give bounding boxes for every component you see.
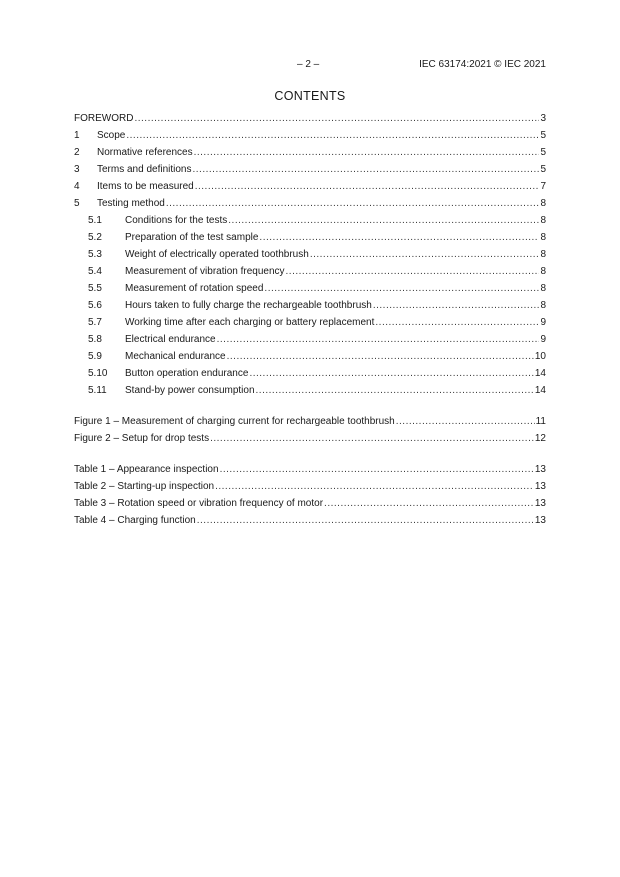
toc-entry-page: 3 (540, 113, 546, 124)
toc-entry-number: 5.6 (88, 300, 102, 311)
dot-leader (227, 348, 534, 365)
toc-entry-page: 14 (534, 385, 546, 396)
toc-entry-number: 5.4 (88, 266, 102, 277)
toc-entry-page: 5 (540, 164, 546, 175)
toc-entry-number: 5.11 (88, 385, 107, 396)
toc-entry-title: Electrical endurance (125, 334, 216, 345)
toc-entry-title: Table 2 – Starting-up inspection (74, 481, 215, 492)
toc-entry-page: 11 (535, 416, 546, 427)
toc-entry-title: Measurement of vibration frequency (125, 266, 285, 277)
dot-leader (286, 263, 540, 280)
toc-table-4[interactable] (74, 512, 546, 529)
toc-entry-page: 9 (540, 334, 546, 345)
dot-leader (249, 365, 533, 382)
toc-entry-number: 4 (74, 181, 80, 192)
toc-entry-title: Terms and definitions (97, 164, 192, 175)
toc-entry-page: 8 (540, 249, 546, 260)
dot-leader (210, 430, 534, 447)
dot-leader (396, 413, 535, 430)
toc-entry-5-11[interactable] (74, 382, 546, 399)
toc-table-2[interactable] (74, 478, 546, 495)
toc-entry-5-4[interactable] (74, 263, 546, 280)
dot-leader (220, 461, 534, 478)
toc-entry-title: Normative references (97, 147, 193, 158)
toc-entry-page: 9 (540, 317, 546, 328)
dot-leader (259, 229, 539, 246)
dot-leader (166, 195, 540, 212)
dot-leader (228, 212, 539, 229)
toc-entry-page: 8 (540, 266, 546, 277)
toc-entry-page: 8 (540, 232, 546, 243)
toc-entry-5-7[interactable] (74, 314, 546, 331)
toc-entry-5-3[interactable] (74, 246, 546, 263)
toc-entry-title: Table 4 – Charging function (74, 515, 196, 526)
toc-figure-1[interactable] (74, 413, 546, 430)
toc-entry-2[interactable] (74, 144, 546, 161)
toc-entry-page: 5 (540, 147, 546, 158)
dot-leader (324, 495, 534, 512)
toc-entry-title: Figure 2 – Setup for drop tests (74, 433, 210, 444)
toc-table-1[interactable] (74, 461, 546, 478)
toc-entry-5-1[interactable] (74, 212, 546, 229)
toc-entry-number: 2 (74, 147, 80, 158)
contents-heading: CONTENTS (274, 89, 346, 103)
toc-entry-number: 5.1 (88, 215, 102, 226)
dot-leader (193, 161, 540, 178)
toc-entry-number: 5.3 (88, 249, 102, 260)
toc-entry-4[interactable] (74, 178, 546, 195)
toc-entry-page: 8 (540, 215, 546, 226)
toc-entry-page: 8 (540, 300, 546, 311)
toc-entry-page: 13 (534, 515, 546, 526)
toc-entry-title: Measurement of rotation speed (125, 283, 264, 294)
section-gap (74, 447, 546, 461)
toc-entry-page: 5 (540, 130, 546, 141)
toc-entry-title: Stand-by power consumption (125, 385, 255, 396)
toc-entry-page: 13 (534, 498, 546, 509)
toc-entry-number: 5 (74, 198, 80, 209)
toc-table-3[interactable] (74, 495, 546, 512)
toc-entry-title: Testing method (97, 198, 165, 209)
toc-entry-5-2[interactable] (74, 229, 546, 246)
toc-entry-page: 13 (534, 481, 546, 492)
toc-entry-page: 12 (534, 433, 546, 444)
toc-entry-number: 5.8 (88, 334, 102, 345)
toc-entry-number: 5.9 (88, 351, 102, 362)
dot-leader (194, 144, 540, 161)
toc-entry-title: Working time after each charging or battery replacement (125, 317, 375, 328)
dot-leader (310, 246, 540, 263)
toc-entry-number: 5.2 (88, 232, 102, 243)
toc-entry-title: Preparation of the test sample (125, 232, 259, 243)
dot-leader (195, 178, 540, 195)
toc-entry-title: Table 3 – Rotation speed or vibration frequency of motor (74, 498, 324, 509)
toc-entry-5-5[interactable] (74, 280, 546, 297)
dot-leader (264, 280, 539, 297)
toc-entry-title: Items to be measured (97, 181, 194, 192)
toc-entry-title: Figure 1 – Measurement of charging current for rechargeable toothbrush (74, 416, 395, 427)
toc-entry-number: 1 (74, 130, 80, 141)
toc-entry-title: Hours taken to fully charge the rechargeable toothbrush (125, 300, 372, 311)
toc-entry-page: 8 (540, 283, 546, 294)
toc-entry-number: 5.7 (88, 317, 102, 328)
toc-entry-number: 3 (74, 164, 80, 175)
toc-entry-title: FOREWORD (74, 113, 134, 124)
toc-entry-page: 7 (540, 181, 546, 192)
toc-entry-1[interactable] (74, 127, 546, 144)
toc-entry-number: 5.10 (88, 368, 108, 379)
dot-leader (256, 382, 534, 399)
dot-leader (126, 127, 539, 144)
toc-entry-title: Mechanical endurance (125, 351, 226, 362)
dot-leader (373, 297, 540, 314)
toc-entry-title: Scope (97, 130, 126, 141)
toc-entry-title: Table 1 – Appearance inspection (74, 464, 219, 475)
toc-entry-foreword[interactable] (74, 110, 546, 127)
toc-entry-5-9[interactable] (74, 348, 546, 365)
section-gap (74, 399, 546, 413)
toc-entry-5-6[interactable] (74, 297, 546, 314)
toc-entry-page: 10 (534, 351, 546, 362)
toc-entry-5-10[interactable] (74, 365, 546, 382)
toc-entry-5-8[interactable] (74, 331, 546, 348)
standard-reference-header: IEC 63174:2021 © IEC 2021 (419, 59, 546, 70)
toc-figure-2[interactable] (74, 430, 546, 447)
dot-leader (215, 478, 534, 495)
toc-entry-number: 5.5 (88, 283, 102, 294)
toc-entry-page: 8 (540, 198, 546, 209)
toc-entry-page: 14 (534, 368, 546, 379)
dot-leader (217, 331, 540, 348)
toc-sections (74, 110, 546, 529)
dot-leader (134, 110, 539, 127)
toc-entry-title: Weight of electrically operated toothbrush (125, 249, 309, 260)
toc-entry-title: Conditions for the tests (125, 215, 228, 226)
toc-entry-5[interactable] (74, 195, 546, 212)
dot-leader (197, 512, 534, 529)
dot-leader (375, 314, 539, 331)
page-number-header: – 2 – (297, 59, 320, 70)
toc-entry-page: 13 (534, 464, 546, 475)
toc-entry-3[interactable] (74, 161, 546, 178)
toc-entry-title: Button operation endurance (125, 368, 249, 379)
